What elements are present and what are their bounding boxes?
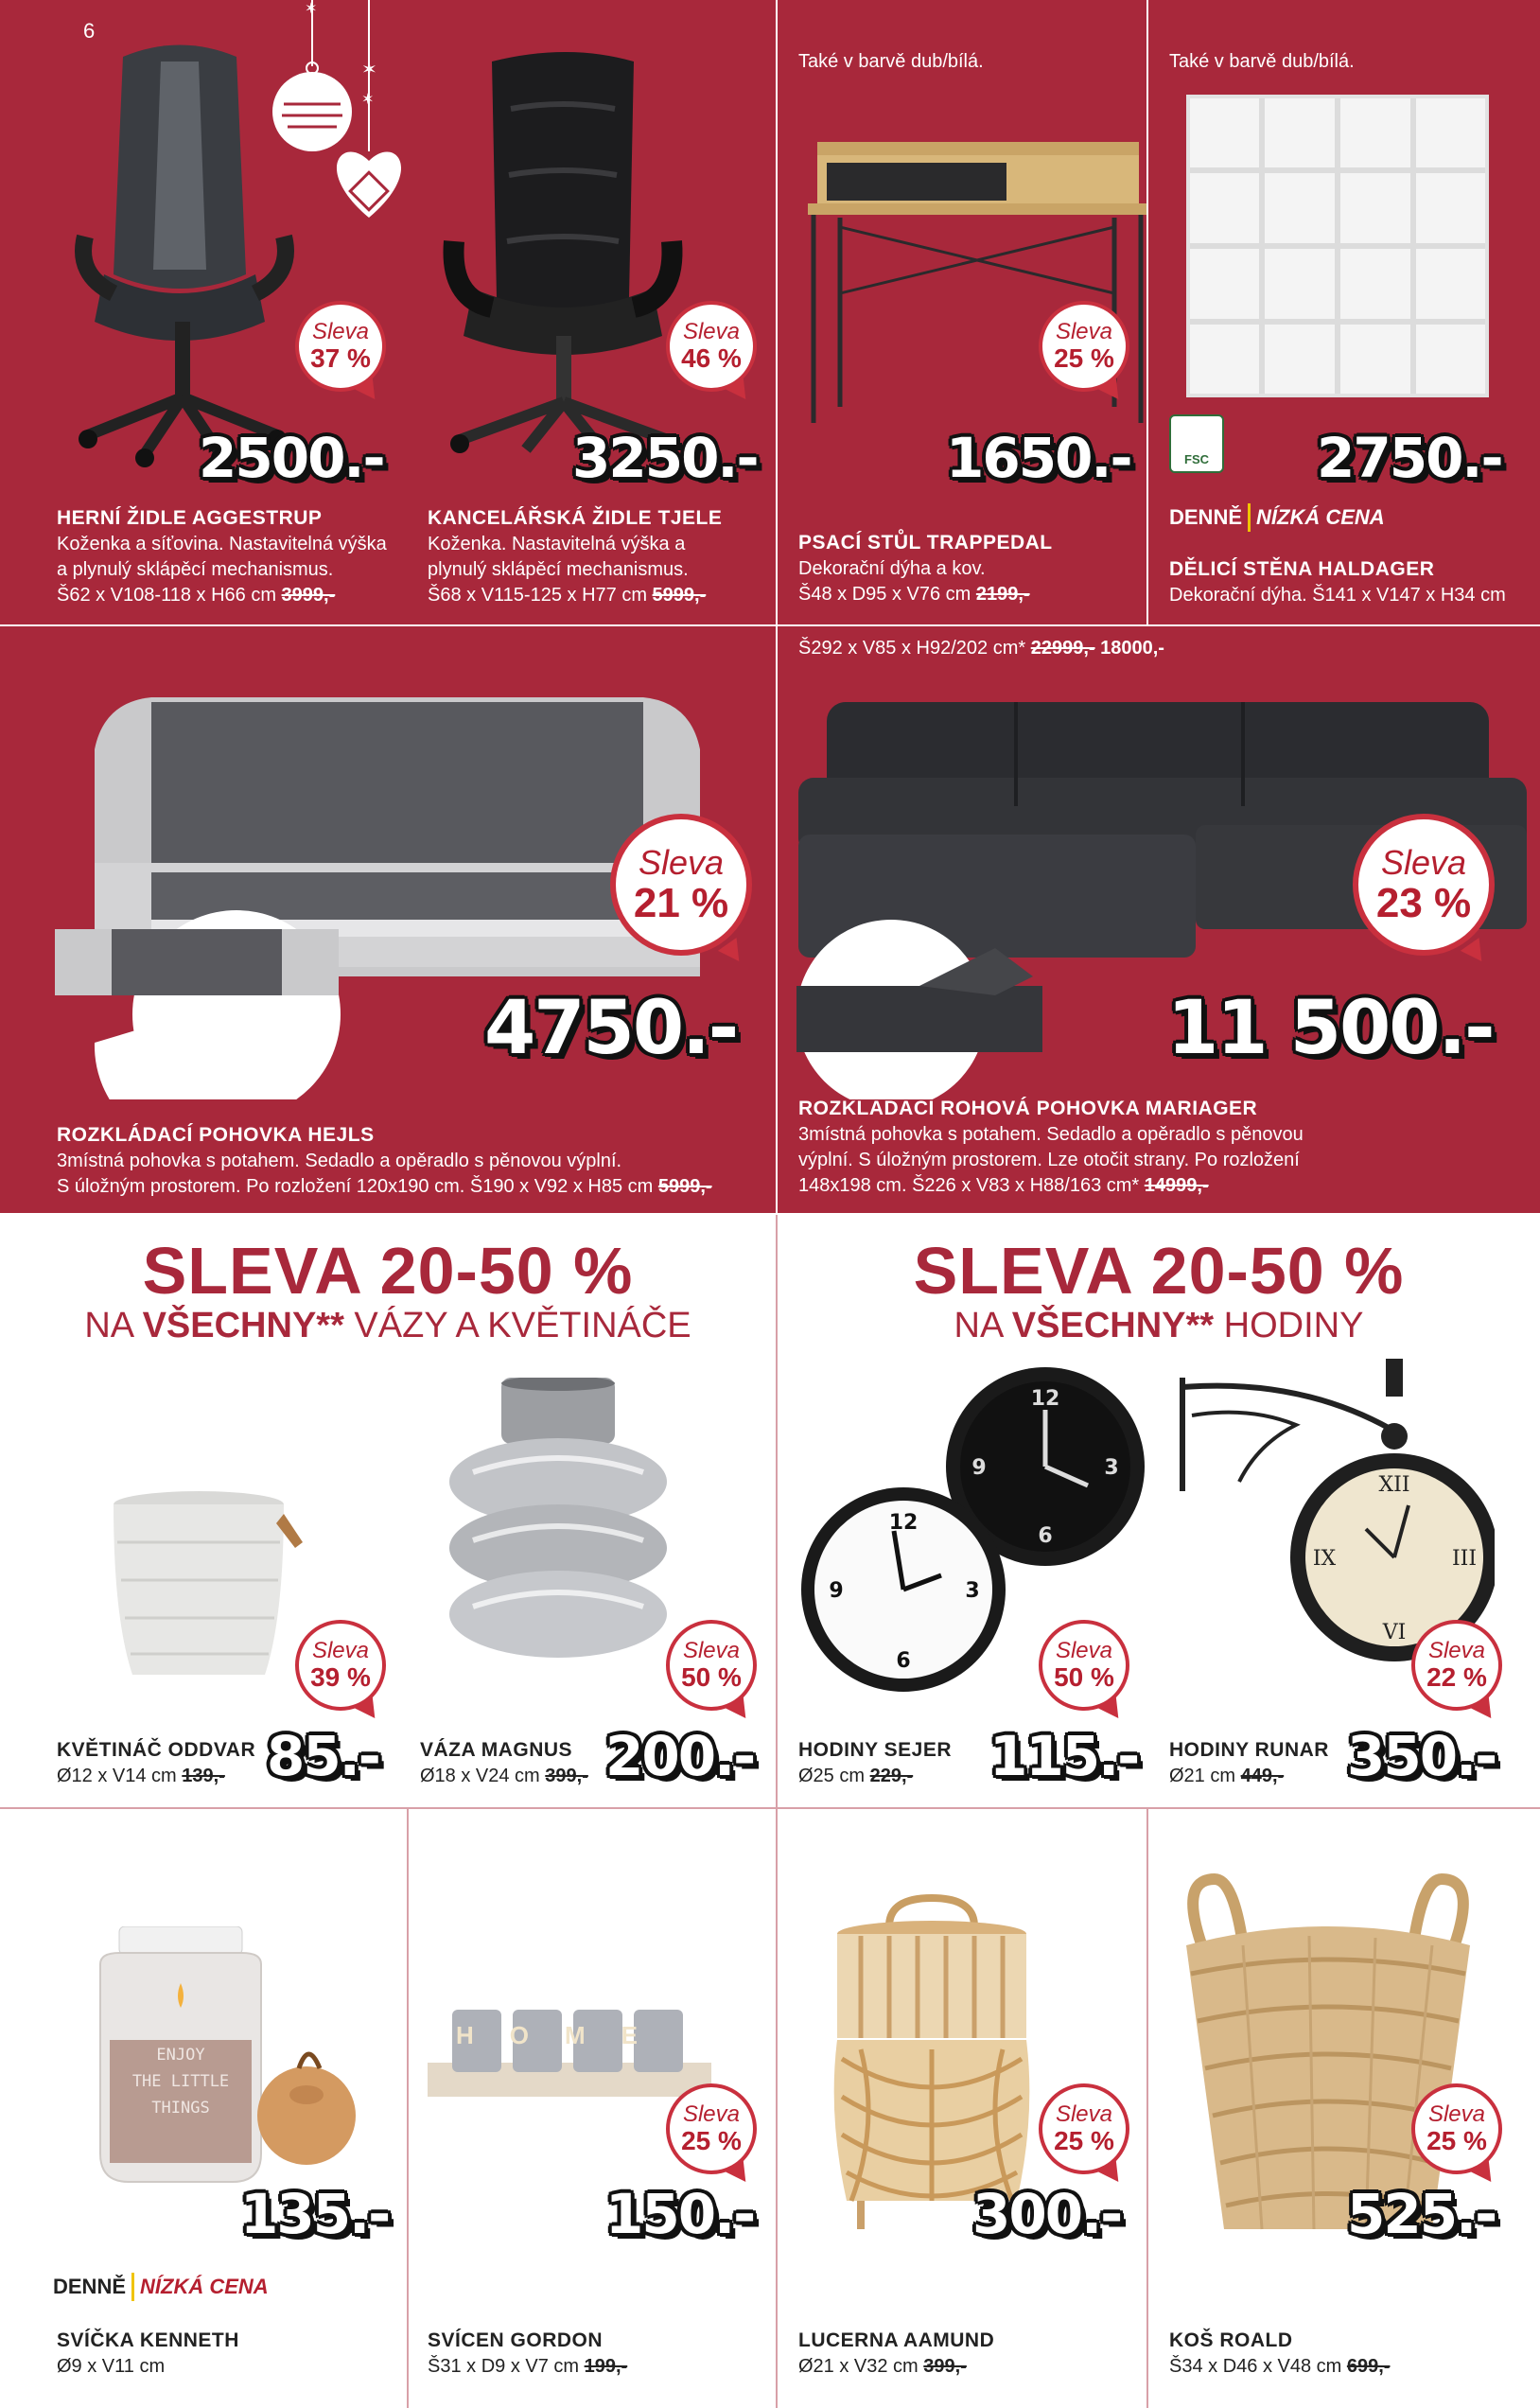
panel-sofa-hejls xyxy=(0,626,776,1213)
product-description: Ø21 cm 449,- xyxy=(1169,1766,1285,1786)
old-price: 699,- xyxy=(1346,2356,1391,2377)
price: 2750.- xyxy=(1317,426,1502,490)
svg-text:✶: ✶ xyxy=(305,1,318,17)
panel-shelf xyxy=(1148,0,1540,624)
low-price-logo: DENNĚ NÍZKÁ CENA xyxy=(53,2273,274,2301)
discount-badge: Sleva 50 % xyxy=(1039,1620,1129,1711)
discount-badge: Sleva 37 % xyxy=(295,301,386,392)
product-name: ROZKLÁDACÍ POHOVKA HEJLS xyxy=(57,1124,375,1146)
variant-note: Š292 x V85 x H92/202 cm* 22999,- 18000,- xyxy=(798,638,1164,659)
svg-text:VI: VI xyxy=(1382,1621,1407,1644)
price: 2500.- xyxy=(199,426,384,490)
svg-text:3: 3 xyxy=(1104,1456,1119,1480)
old-price: 3999,- xyxy=(281,585,336,606)
fsc-logo: FSC xyxy=(1169,414,1224,473)
svg-text:XII: XII xyxy=(1378,1473,1410,1497)
candle-holder-letters: HOME xyxy=(456,2021,674,2049)
discount-badge: Sleva 25 % xyxy=(666,2083,757,2174)
product-name: KVĚTINÁČ ODDVAR xyxy=(57,1739,256,1761)
price: 3250.- xyxy=(572,426,758,490)
price: 300.- xyxy=(972,2182,1122,2246)
product-name: HERNÍ ŽIDLE AGGESTRUP xyxy=(57,507,323,529)
office-chair-image xyxy=(435,52,691,468)
low-price-logo: DENNĚ NÍZKÁ CENA xyxy=(1169,503,1391,532)
product-description: 3místná pohovka s potahem. Sedadlo a opěradlo s pěnovou výplní. S úložným prostorem. Po rozložení 120x190 cm. Š190 x V92 x H85 cm 5999,- xyxy=(57,1151,712,1197)
product-description: Koženka a síťovina. Nastavitelná výška a plynulý sklápěcí mechanismus. Š62 x V108-118 x H66 cm 3999,- xyxy=(57,534,387,606)
candle-holder-image xyxy=(428,2000,711,2104)
flower-pot-image xyxy=(104,1485,312,1694)
svg-text:12: 12 xyxy=(1030,1387,1060,1411)
discount-badge: Sleva 22 % xyxy=(1411,1620,1502,1711)
discount-badge: Sleva 23 % xyxy=(1353,814,1495,956)
svg-text:✶: ✶ xyxy=(361,92,375,108)
old-price: 14999,- xyxy=(1144,1175,1209,1196)
divider xyxy=(0,1807,1540,1809)
candle-label: ENJOY THE LITTLE THINGS xyxy=(131,2046,230,2118)
svg-text:9: 9 xyxy=(829,1579,844,1603)
svg-text:12: 12 xyxy=(888,1511,919,1535)
price: 85.- xyxy=(267,1724,379,1788)
price: 11 500.- xyxy=(1167,986,1494,1071)
old-price: 199,- xyxy=(584,2356,628,2377)
price: 200.- xyxy=(605,1724,755,1788)
product-name: VÁZA MAGNUS xyxy=(420,1739,573,1761)
discount-badge: Sleva 46 % xyxy=(666,301,757,392)
price: 4750.- xyxy=(484,986,738,1071)
product-name: DĚLICÍ STĚNA HALDAGER xyxy=(1169,558,1435,580)
sofa-bed-thumbnail xyxy=(47,910,350,1099)
product-description: Ø21 x V32 cm 399,- xyxy=(798,2356,967,2377)
old-price: 229,- xyxy=(869,1766,914,1786)
price: 525.- xyxy=(1347,2182,1496,2246)
svg-text:IX: IX xyxy=(1312,1547,1337,1571)
old-price: 399,- xyxy=(545,1766,588,1786)
svg-text:6: 6 xyxy=(896,1649,911,1673)
product-name: SVÍČKA KENNETH xyxy=(57,2329,239,2351)
divider xyxy=(1146,1809,1148,2408)
product-name: KOŠ ROALD xyxy=(1169,2329,1293,2351)
product-name: PSACÍ STŮL TRAPPEDAL xyxy=(798,532,1053,554)
svg-text:6: 6 xyxy=(1038,1524,1053,1548)
product-description: Ø9 x V11 cm xyxy=(57,2356,166,2377)
svg-text:9: 9 xyxy=(971,1456,987,1480)
product-description: Ø25 cm 229,- xyxy=(798,1766,914,1786)
sofa-storage-thumbnail xyxy=(778,910,1071,1099)
discount-badge: Sleva 21 % xyxy=(610,814,752,956)
discount-badge: Sleva 50 % xyxy=(666,1620,757,1711)
old-price: 5999,- xyxy=(652,585,707,606)
product-description: Š34 x D46 x V48 cm 699,- xyxy=(1169,2356,1391,2377)
product-name: LUCERNA AAMUND xyxy=(798,2329,995,2351)
product-name: ROZKLÁDACÍ ROHOVÁ POHOVKA MARIAGER xyxy=(798,1098,1258,1119)
product-description: Koženka. Nastavitelná výška a plynulý sklápěcí mechanismus. Š68 x V115-125 x H77 cm 5999,- xyxy=(428,534,707,606)
discount-badge: Sleva 39 % xyxy=(295,1620,386,1711)
variant-note: Také v barvě dub/bílá. xyxy=(1169,51,1355,72)
product-name: HODINY SEJER xyxy=(798,1739,952,1761)
product-description: Dekorační dýha a kov. Š48 x D95 x V76 cm 2199,- xyxy=(798,558,1030,605)
svg-text:✶: ✶ xyxy=(361,60,377,80)
price: 350.- xyxy=(1347,1724,1496,1788)
old-price: 2199,- xyxy=(975,584,1030,605)
price: 150.- xyxy=(605,2182,755,2246)
price: 1650.- xyxy=(946,426,1131,490)
product-name: KANCELÁŘSKÁ ŽIDLE TJELE xyxy=(428,507,723,529)
discount-badge: Sleva 25 % xyxy=(1411,2083,1502,2174)
price: 135.- xyxy=(240,2182,390,2246)
product-description: Dekorační dýha. Š141 x V147 x H34 cm xyxy=(1169,585,1506,606)
divider xyxy=(407,1809,409,2408)
discount-badge: Sleva 25 % xyxy=(1039,301,1129,392)
panel-sofa-mariager xyxy=(778,626,1540,1213)
product-description: Š31 x D9 x V7 cm 199,- xyxy=(428,2356,628,2377)
panel-desk xyxy=(778,0,1146,624)
vase-image xyxy=(445,1378,681,1690)
product-name: SVÍCEN GORDON xyxy=(428,2329,604,2351)
panel-chairs xyxy=(0,0,776,624)
old-price: 5999,- xyxy=(657,1176,712,1197)
discount-badge: Sleva 25 % xyxy=(1039,2083,1129,2174)
product-description: Ø18 x V24 cm 399,- xyxy=(420,1766,588,1786)
product-description: Ø12 x V14 cm 139,- xyxy=(57,1766,225,1786)
old-price: 139,- xyxy=(182,1766,225,1786)
divider xyxy=(776,1215,778,2408)
svg-text:3: 3 xyxy=(965,1579,980,1603)
svg-text:III: III xyxy=(1451,1547,1478,1571)
old-price: 449,- xyxy=(1240,1766,1285,1786)
promo-clocks-headline: SLEVA 20-50 % NA VŠECHNY** HODINY xyxy=(913,1234,1405,1345)
product-description: 3místná pohovka s potahem. Sedadlo a opěradlo s pěnovou výplní. S úložným prostorem. Lze otočit strany. Po rozložení 148x198 cm. Š226 x V83 x H88/163 cm* 14999,- xyxy=(798,1124,1304,1196)
gaming-chair-image xyxy=(57,38,312,473)
product-name: HODINY RUNAR xyxy=(1169,1739,1329,1761)
variant-note: Také v barvě dub/bílá. xyxy=(798,51,984,72)
page-number: 6 xyxy=(83,19,96,43)
promo-vases-headline: SLEVA 20-50 % NA VŠECHNY** VÁZY A KVĚTINÁČE xyxy=(84,1234,691,1345)
price: 115.- xyxy=(989,1724,1139,1788)
old-price: 399,- xyxy=(923,2356,967,2377)
shelf-image xyxy=(1186,95,1489,397)
